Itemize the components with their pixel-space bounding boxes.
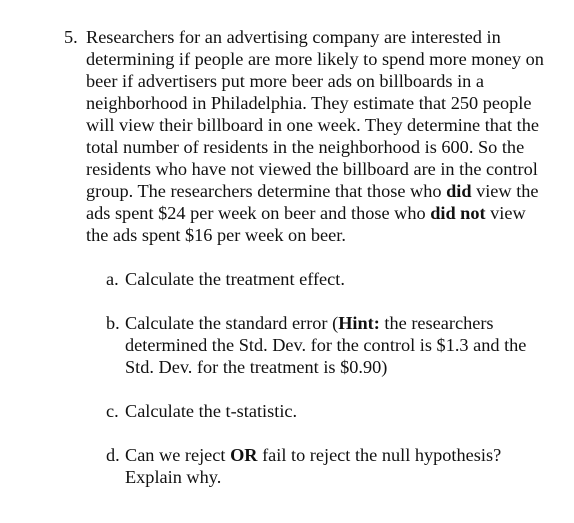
subpart-d-text-2: fail to reject the null hypothesis? Explain why. [125,445,502,487]
subpart-letter: c. [106,401,119,421]
subpart-b-hint: Hint: [338,313,380,333]
subpart-letter: a. [106,269,119,289]
question-prompt [86,26,544,246]
subpart-c [106,400,544,422]
subpart-letter: d. [106,445,120,465]
prompt-bold-did-not: did not [430,203,486,223]
subpart-b-text-1: Calculate the standard error ( [125,313,339,333]
subpart-d [106,444,544,488]
prompt-bold-did: did [446,181,472,201]
subpart-letter: b. [106,313,120,333]
prompt-text-1: Researchers for an advertising company are interested in determining if people are more likely to spend more money on beer if advertisers put more beer ads on billboards in a neighborhood in Philadelphia. They estimate that 250 people will view their billboard in one week. They determine that the total number of residents in the neighborhood is 600. So the residents who have not viewed the billboard are in the control group. The researchers determine that those who [86,27,544,201]
question-5 [64,26,544,510]
subpart-b-text-2: the researchers determined the Std. Dev. for the control is $1.3 and the Std. Dev. for the treatment is $0.90) [125,313,527,377]
subpart-text: Calculate the t-statistic. [125,401,298,421]
subpart-text [125,445,501,487]
subpart-d-text-1: Can we reject [125,445,231,465]
subpart-a [106,268,544,290]
subpart-text: Calculate the treatment effect. [125,269,345,289]
prompt-text-3: view the ads spent $16 per week on beer. [86,203,526,245]
subpart-d-bold-or: OR [230,445,258,465]
question-number: 5. [64,27,78,47]
subpart-b [106,312,544,378]
subpart-list [106,268,544,488]
subpart-text [125,313,526,377]
prompt-text-2: view the ads spent $24 per week on beer and those who [86,181,539,223]
